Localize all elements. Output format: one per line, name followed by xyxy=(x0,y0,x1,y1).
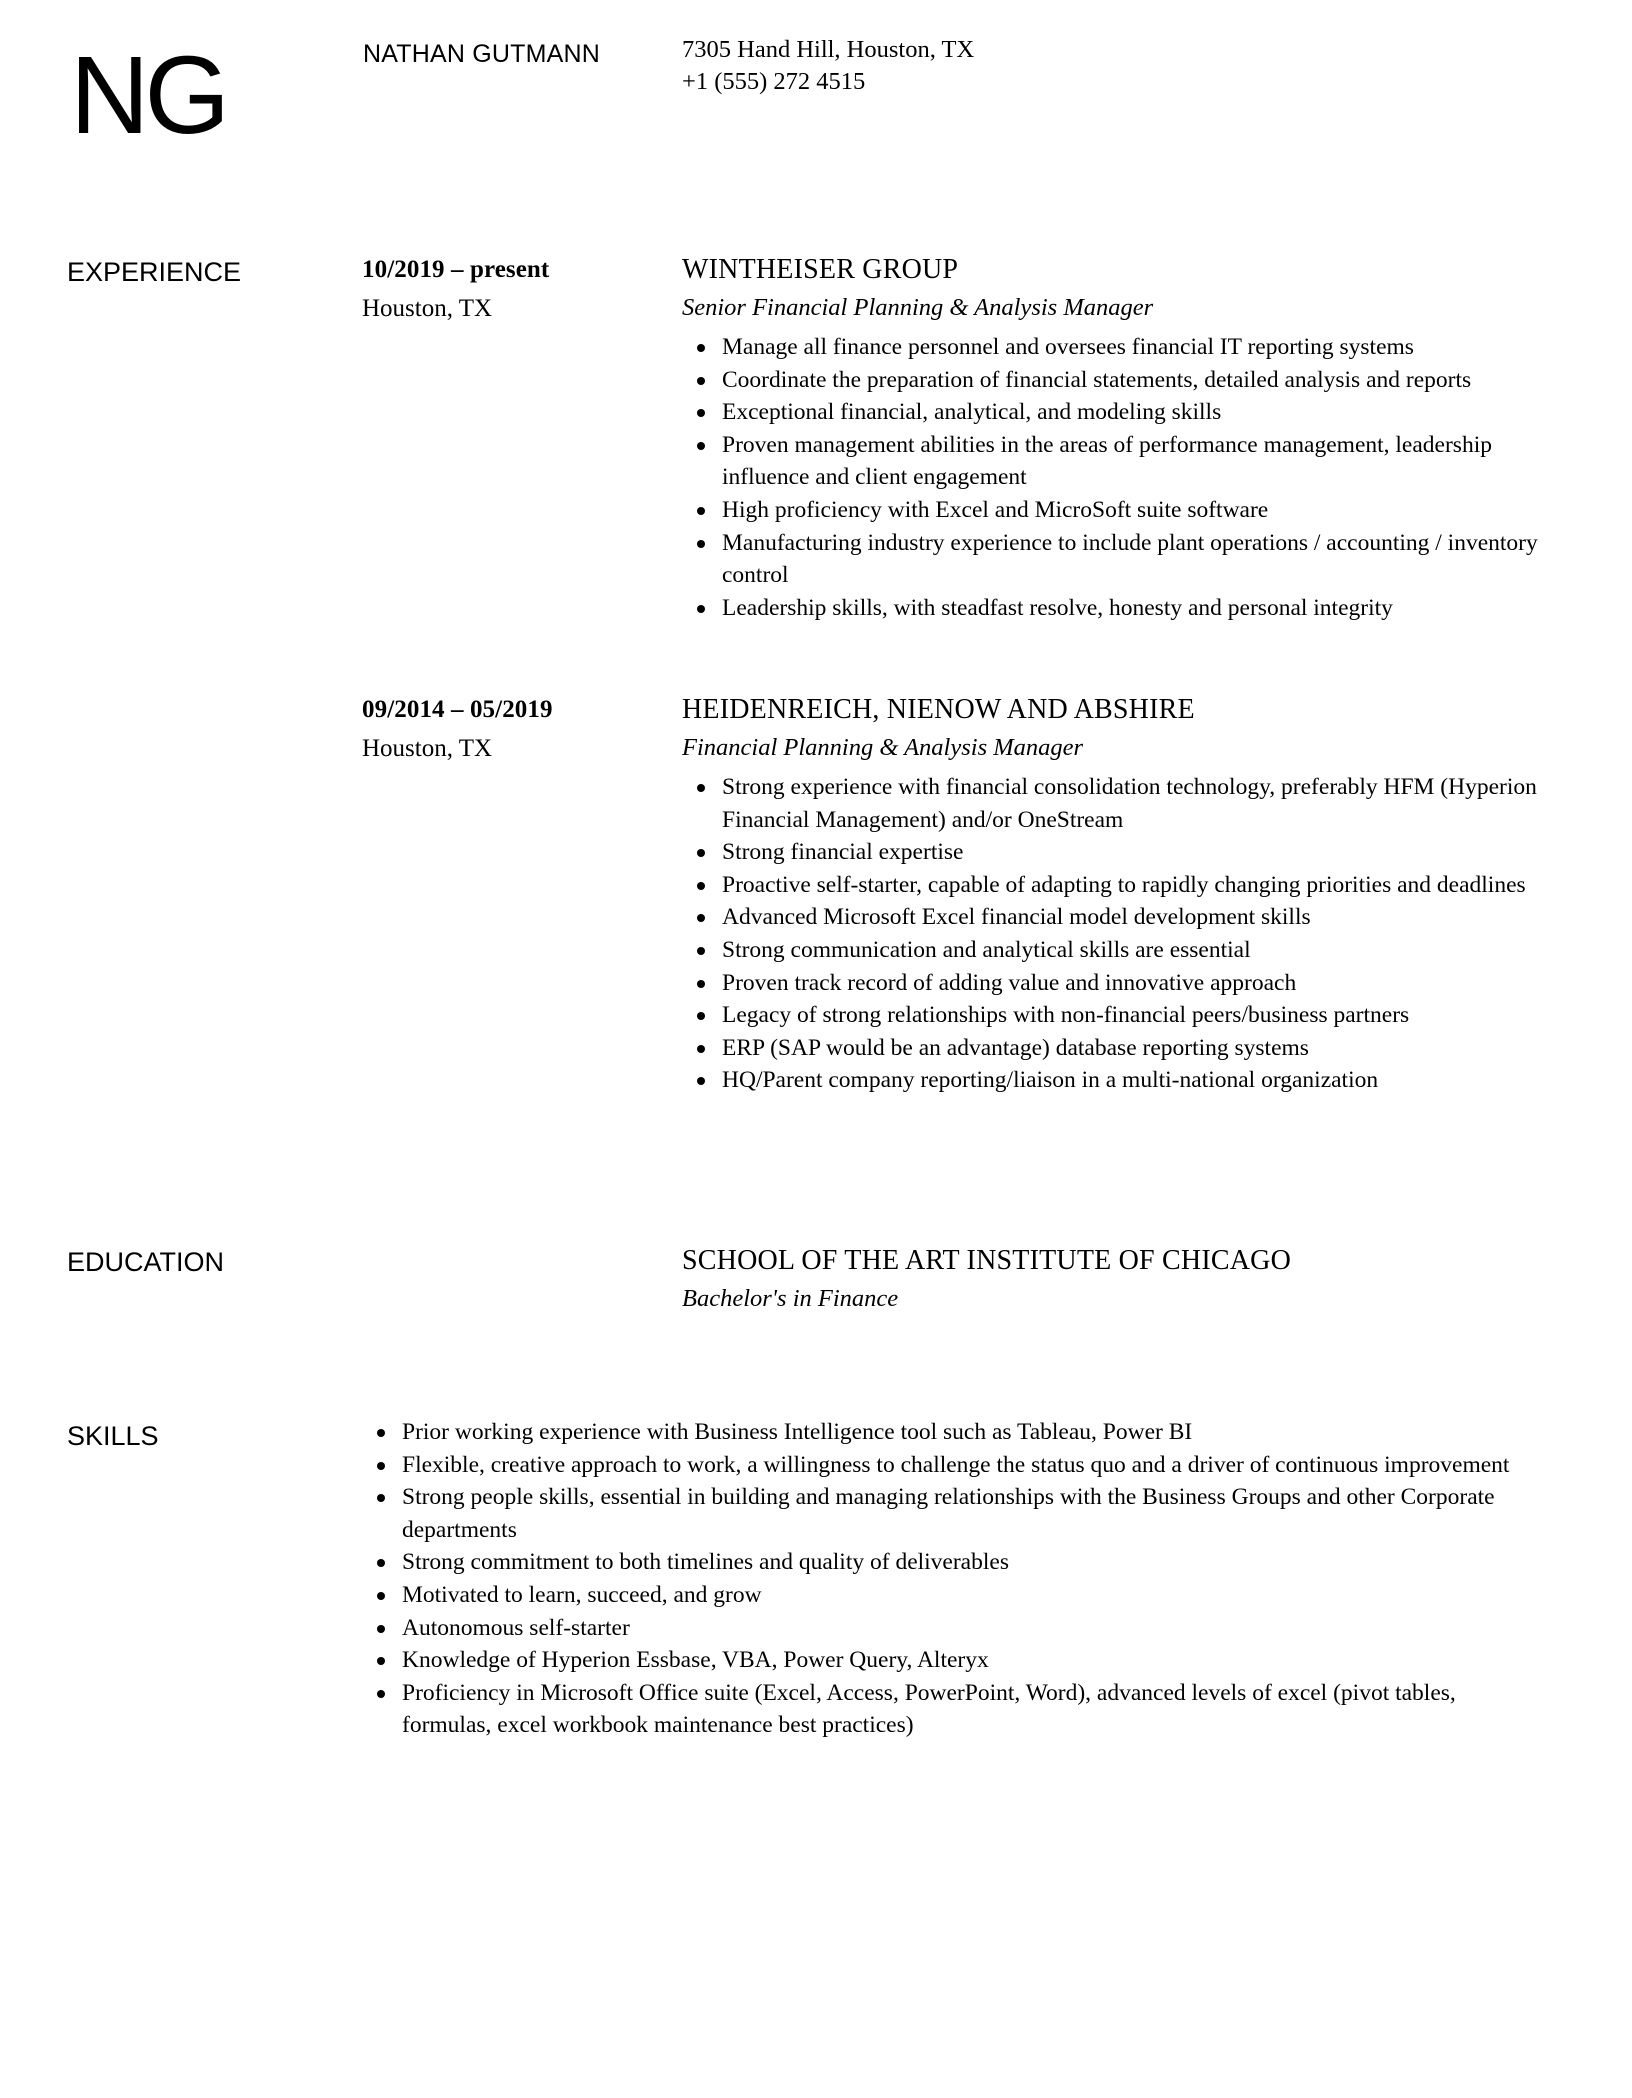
bullet-icon xyxy=(377,1429,385,1437)
bullet-icon xyxy=(697,344,705,352)
bullet-text: High proficiency with Excel and MicroSoft suite software xyxy=(722,496,1269,523)
company-name: WINTHEISER GROUP xyxy=(682,254,959,285)
bullet-icon xyxy=(697,377,705,385)
list-item xyxy=(362,1644,1532,1677)
bullet-icon xyxy=(377,1690,385,1698)
skill-text: Strong people skills, essential in building and managing relationships with the Business Groups and other Corporate departments xyxy=(402,1484,1495,1543)
job-entry xyxy=(682,691,1582,1097)
list-item xyxy=(682,836,1582,869)
bullet-icon xyxy=(697,882,705,890)
school-name: SCHOOL OF THE ART INSTITUTE OF CHICAGO xyxy=(682,1245,1291,1276)
list-item xyxy=(682,999,1582,1032)
skill-text: Prior working experience with Business Intelligence tool such as Tableau, Power BI xyxy=(402,1419,1193,1445)
bullet-text: Exceptional financial, analytical, and modeling skills xyxy=(722,399,1222,426)
list-item xyxy=(362,1481,1532,1546)
list-item xyxy=(682,364,1582,397)
bullet-text: Manufacturing industry experience to include plant operations / accounting / inventory control xyxy=(722,529,1538,589)
bullet-icon xyxy=(697,849,705,857)
list-item xyxy=(682,869,1582,902)
list-item xyxy=(362,1612,1532,1645)
list-item xyxy=(682,494,1582,527)
list-item xyxy=(682,429,1582,494)
list-item xyxy=(682,396,1582,429)
job-dates: 10/2019 – present xyxy=(362,256,550,283)
bullet-text: Proven track record of adding value and innovative approach xyxy=(722,969,1297,996)
bullet-text: Advanced Microsoft Excel financial model development skills xyxy=(722,904,1311,931)
bullet-icon xyxy=(697,605,705,613)
bullet-text: Manage all finance personnel and oversees financial IT reporting systems xyxy=(722,334,1414,360)
list-item xyxy=(682,934,1582,967)
list-item xyxy=(682,901,1582,934)
bullet-icon xyxy=(377,1657,385,1665)
bullet-icon xyxy=(697,409,705,417)
bullet-icon xyxy=(697,1077,705,1085)
list-item xyxy=(682,331,1582,364)
section-label-skills: SKILLS xyxy=(67,1421,159,1451)
bullet-text: HQ/Parent company reporting/liaison in a multi-national organization xyxy=(722,1067,1379,1094)
bullet-icon xyxy=(377,1625,385,1633)
list-item xyxy=(682,592,1582,625)
job-bullets xyxy=(682,771,1582,1097)
bullet-text: Strong financial expertise xyxy=(722,839,964,866)
skill-text: Motivated to learn, succeed, and grow xyxy=(402,1581,762,1608)
bullet-text: Coordinate the preparation of financial statements, detailed analysis and reports xyxy=(722,366,1472,393)
bullet-text: Strong communication and analytical skills are essential xyxy=(722,936,1251,963)
job-entry xyxy=(682,251,1582,624)
skill-text: Knowledge of Hyperion Essbase, VBA, Power Query, Alteryx xyxy=(402,1647,989,1674)
list-item xyxy=(362,1416,1532,1449)
bullet-icon xyxy=(697,442,705,450)
list-item xyxy=(682,771,1582,836)
address: 7305 Hand Hill, Houston, TX xyxy=(682,36,975,63)
bullet-icon xyxy=(697,507,705,515)
skill-text: Flexible, creative approach to work, a willingness to challenge the status quo and a driver of continuous improvement xyxy=(402,1451,1510,1478)
skills-list-container xyxy=(362,1416,1532,1742)
list-item xyxy=(682,527,1582,592)
list-item xyxy=(362,1546,1532,1579)
bullet-text: Proven management abilities in the areas of performance management, leadership influence and client engagement xyxy=(722,431,1492,491)
job-dates: 09/2014 – 05/2019 xyxy=(362,696,553,723)
list-item xyxy=(682,967,1582,1000)
list-item xyxy=(362,1449,1532,1482)
bullet-icon xyxy=(377,1559,385,1567)
list-item xyxy=(682,1032,1582,1065)
bullet-text: Legacy of strong relationships with non-financial peers/business partners xyxy=(722,1002,1410,1029)
bullet-icon xyxy=(377,1494,385,1502)
skills-list xyxy=(362,1416,1532,1742)
bullet-icon xyxy=(697,784,705,792)
bullet-icon xyxy=(697,540,705,548)
job-bullets xyxy=(682,331,1582,624)
job-meta xyxy=(362,690,553,768)
section-label-experience: EXPERIENCE xyxy=(67,257,242,287)
bullet-text: Leadership skills, with steadfast resolve, honesty and personal integrity xyxy=(722,594,1393,621)
company-name: HEIDENREICH, NIENOW AND ABSHIRE xyxy=(682,694,1195,725)
bullet-icon xyxy=(697,947,705,955)
bullet-icon xyxy=(697,1012,705,1020)
education-entry xyxy=(682,1242,1582,1318)
bullet-icon xyxy=(377,1462,385,1470)
list-item xyxy=(682,1064,1582,1097)
degree: Bachelor's in Finance xyxy=(682,1285,899,1312)
skill-text: Proficiency in Microsoft Office suite (Excel, Access, PowerPoint, Word), advanced levels of excel (pivot tables, formulas, excel workbook maintenance best practices) xyxy=(402,1679,1456,1739)
bullet-icon xyxy=(697,914,705,922)
bullet-icon xyxy=(377,1592,385,1600)
job-title: Financial Planning & Analysis Manager xyxy=(682,734,1084,761)
monogram: NG xyxy=(70,34,225,157)
skill-text: Autonomous self-starter xyxy=(402,1614,630,1641)
contact-info xyxy=(682,34,974,98)
job-location: Houston, TX xyxy=(362,735,493,762)
candidate-name: NATHAN GUTMANN xyxy=(363,40,601,68)
list-item xyxy=(362,1677,1532,1742)
list-item xyxy=(362,1579,1532,1612)
bullet-text: Strong experience with financial consolidation technology, preferably HFM (Hyperion Financial Management) and/or OneStream xyxy=(722,774,1537,833)
job-location: Houston, TX xyxy=(362,295,493,322)
bullet-text: Proactive self-starter, capable of adapting to rapidly changing priorities and deadlines xyxy=(722,871,1526,898)
phone: +1 (555) 272 4515 xyxy=(682,68,866,95)
skill-text: Strong commitment to both timelines and quality of deliverables xyxy=(402,1549,1009,1576)
section-label-education: EDUCATION xyxy=(67,1247,225,1277)
bullet-icon xyxy=(697,1045,705,1053)
job-meta xyxy=(362,250,549,328)
bullet-text: ERP (SAP would be an advantage) database reporting systems xyxy=(722,1034,1309,1061)
bullet-icon xyxy=(697,980,705,988)
job-title: Senior Financial Planning & Analysis Manager xyxy=(682,294,1154,321)
